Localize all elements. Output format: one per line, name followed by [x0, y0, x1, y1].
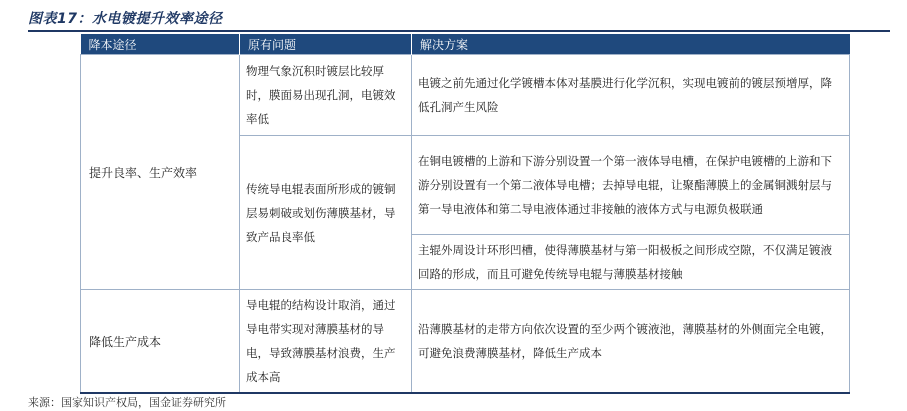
cost-reduction-table-container	[80, 34, 849, 394]
solution-cell: 在铜电镀槽的上游和下游分别设置一个第一液体导电槽，在保护电镀槽的上游和下游分别设置有一个第二液体导电槽；去掉导电辊，让聚酯薄膜上的金属铜溅射层与第一导电液体和第二导电液体通过非接触的液体方式与电源负极联通	[412, 136, 850, 235]
problem-cell: 物理气象沉积时镀层比较厚时，膜面易出现孔洞，电镀效率低	[240, 55, 412, 136]
table-row	[81, 55, 850, 136]
figure-title: 图表17：水电镀提升效率途径	[28, 11, 223, 27]
source-note: 来源：国家知识产权局，国金证券研究所	[28, 396, 226, 409]
header-problem: 原有问题	[240, 34, 412, 55]
title-divider	[28, 30, 890, 32]
problem-cell: 导电辊的结构设计取消，通过导电带实现对薄膜基材的导电，导致薄膜基材浪费，生产成本高	[240, 290, 412, 394]
approach-cell-cost: 降低生产成本	[81, 290, 240, 394]
problem-cell: 传统导电辊表面所形成的镀铜层易刺破或划伤薄膜基材，导致产品良率低	[240, 136, 412, 290]
approach-cell-yield: 提升良率、生产效率	[81, 55, 240, 290]
table-row	[81, 290, 850, 394]
solution-cell: 电镀之前先通过化学镀槽本体对基膜进行化学沉积，实现电镀前的镀层预增厚，降低孔洞产生风险	[412, 55, 850, 136]
cost-reduction-table	[80, 34, 850, 394]
solution-cell: 主辊外周设计环形凹槽，使得薄膜基材与第一阳极板之间形成空隙，不仅满足镀液回路的形成，而且可避免传统导电辊与薄膜基材接触	[412, 235, 850, 290]
header-solution: 解决方案	[412, 34, 850, 55]
table-header-row	[81, 34, 850, 55]
header-approach: 降本途径	[81, 34, 240, 55]
solution-cell: 沿薄膜基材的走带方向依次设置的至少两个镀液池，薄膜基材的外侧面完全电镀，可避免浪费薄膜基材，降低生产成本	[412, 290, 850, 394]
